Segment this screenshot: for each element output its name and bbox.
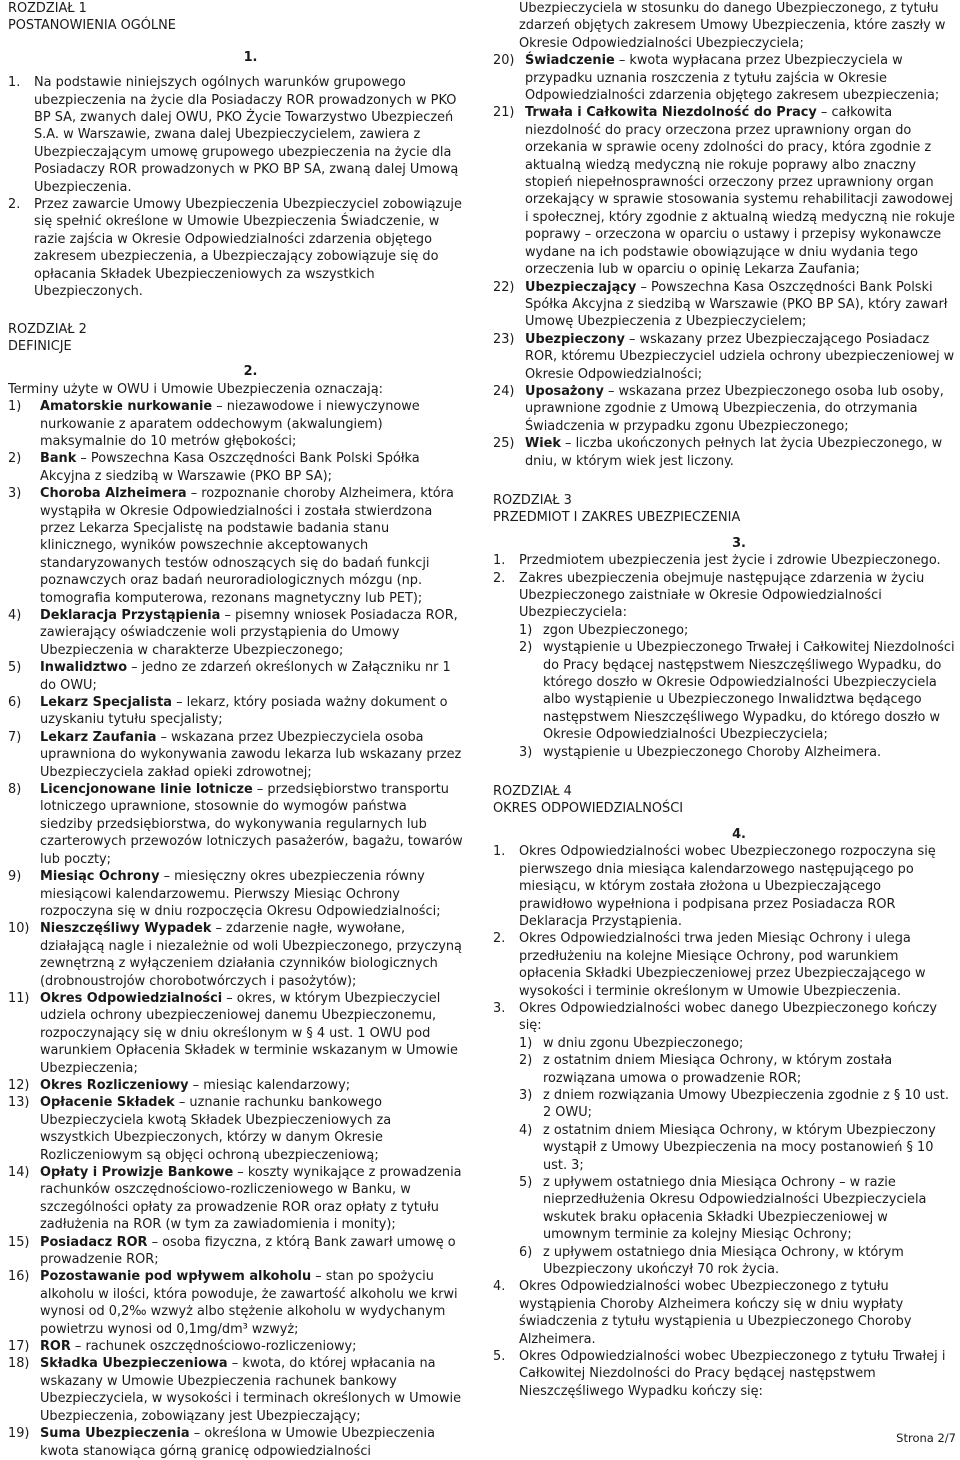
list-item	[519, 1035, 955, 1052]
definition-text: – Powszechna Kasa Oszczędności Bank Polski Spółka Akcyjna z siedzibą w Warszawie (PKO BP SA);	[40, 451, 420, 484]
definition-text: – określona w Umowie Ubezpieczenia kwota stanowiąca górną granicę odpowiedzialności	[40, 1426, 436, 1459]
definition-number: 13)	[8, 1095, 30, 1111]
definition-text: – osoba fizyczna, z którą Bank zawarł umowę o prowadzenie ROR;	[40, 1234, 456, 1268]
chapter-4-title: ROZDZIAŁ 4	[493, 784, 572, 800]
definition-number: 12)	[8, 1077, 30, 1093]
definition-term: Pozostawanie pod wpływem alkoholu	[40, 1269, 312, 1285]
definition-19-continuation: Ubezpieczyciela w stosunku do danego Ubezpieczonego, z tytułu zdarzeń objętych zakresem Umowy Ubezpieczenia, które zaszły w Okresie Odpowiedzialności Ubezpieczyciela;	[519, 1, 946, 51]
page-number: Strona 2/7	[896, 1430, 956, 1445]
definition-item	[493, 435, 955, 470]
list-item-number: 3)	[519, 744, 533, 760]
definition-term: Wiek	[525, 436, 561, 452]
definition-number: 8)	[8, 782, 22, 798]
definition-body	[40, 398, 463, 450]
definition-item	[8, 607, 463, 659]
definition-text: – jedno ze zdarzeń określonych w Załączniku nr 1 do OWU;	[40, 660, 451, 693]
definition-item	[8, 1077, 463, 1094]
definition-number: 15)	[8, 1234, 30, 1250]
definition-term: Deklaracja Przystąpienia	[40, 608, 221, 623]
definition-item	[8, 920, 463, 990]
definition-term: Suma Ubezpieczenia	[40, 1426, 190, 1442]
definition-term: Inwalidztwo	[40, 660, 128, 676]
definition-text: – okres, w którym Ubezpieczyciel udziela ochrony ubezpieczeniowej danemu Ubezpieczonemu, rozpoczynający się w dniu określonym w § 4 ust. 1 OWU pod warunkiem Opłacenia Składek w terminie wskazanym w Umowie Ubezpieczenia;	[40, 990, 458, 1076]
definitions-list	[8, 398, 463, 1460]
definition-number: 20)	[493, 53, 515, 69]
definition-number: 5)	[8, 660, 22, 676]
definition-body	[525, 104, 955, 278]
definition-number: 21)	[493, 105, 515, 121]
definition-text: – stan po spożyciu alkoholu w ilości, która powoduje, że zawartość alkoholu we krwi wynosi od 0,2‰ wzwyż albo stężenie alkoholu w wydychanym powietrzu wynosi od 0,1mg/dm³ wzwyż;	[40, 1269, 458, 1337]
definition-body	[40, 781, 463, 868]
definition-text: – wskazany przez Ubezpieczającego Posiadacz ROR, któremu Ubezpieczyciel udziela ochrony ubezpieczeniowej w Okresie Odpowiedzialności;	[525, 331, 955, 382]
definition-term: Uposażony	[525, 383, 604, 399]
definition-item	[8, 398, 463, 450]
chapter-2-subtitle: DEFINICJE	[8, 338, 72, 354]
point-text: Okres Odpowiedzialności wobec Ubezpieczonego z tytułu wystąpienia Choroby Alzheimera kończy się w dniu wypłaty świadczenia z tytułu wystąpienia u Ubezpieczonego Choroby Alzheimera.	[519, 1279, 912, 1347]
definition-term: Nieszczęśliwy Wypadek	[40, 921, 212, 937]
definition-body	[40, 607, 463, 659]
definition-body	[40, 485, 463, 607]
definition-item	[8, 1094, 463, 1164]
definition-item	[8, 450, 463, 485]
list-item-number: 4)	[519, 1122, 533, 1138]
list-item-number: 6)	[519, 1244, 533, 1260]
definition-term: Posiadacz ROR	[40, 1234, 148, 1250]
definition-number: 16)	[8, 1269, 30, 1285]
definition-term: Bank	[40, 451, 77, 467]
list-item-text: z upływem ostatniego dnia Miesiąca Ochrony – w razie nieprzedłużenia Okresu Odpowiedzialności Ubezpieczyciela wskutek braku opłacenia Składki Ubezpieczeniowej w umownym terminie za kolejny Miesiąc Ochrony;	[543, 1175, 927, 1243]
ch3-point-2	[493, 570, 955, 622]
definition-item	[8, 1425, 463, 1460]
definition-term: Opłacenie Składek	[40, 1095, 175, 1111]
definition-number: 2)	[8, 451, 22, 467]
definition-body	[40, 920, 463, 990]
definition-term: ROR	[40, 1339, 71, 1355]
chapter-3-subtitle: PRZEDMIOT I ZAKRES UBEZPIECZENIA	[493, 510, 741, 526]
definition-item	[8, 781, 463, 868]
point-number: 5.	[493, 1349, 506, 1365]
ch4-point-5	[493, 1348, 955, 1400]
ch4-point-4	[493, 1278, 955, 1348]
definition-term: Miesiąc Ochrony	[40, 869, 160, 885]
definition-term: Ubezpieczony	[525, 331, 625, 347]
paragraph-1-number: 1.	[243, 49, 258, 65]
chapter-1-title: ROZDZIAŁ 1	[8, 1, 87, 16]
list-item-text: w dniu zgonu Ubezpieczonego;	[543, 1035, 744, 1051]
definition-text: – liczba ukończonych pełnych lat życia Ubezpieczonego, w dniu, w którym wiek jest liczony.	[525, 436, 943, 469]
list-item	[519, 1122, 955, 1174]
definition-term: Trwała i Całkowita Niezdolność do Pracy	[525, 105, 817, 121]
definition-body	[525, 279, 955, 331]
list-item-number: 5)	[519, 1175, 533, 1190]
definition-body	[40, 694, 463, 729]
definition-number: 10)	[8, 921, 30, 937]
definition-text: – pisemny wniosek Posiadacza ROR, zawierający oświadczenie woli przystąpienia do Umowy Ubezpieczenia w charakterze Ubezpieczonego;	[40, 608, 458, 658]
definition-item	[493, 52, 955, 104]
definition-number: 24)	[493, 383, 515, 399]
list-item-text: z ostatnim dniem Miesiąca Ochrony, w którym Ubezpieczony wystąpił z Umowy Ubezpieczenia na mocy postanowień § 10 ust. 3;	[543, 1122, 936, 1173]
point-number: 1.	[8, 75, 21, 91]
ch1-point-2	[8, 196, 463, 300]
list-item-number: 3)	[519, 1087, 533, 1103]
point-number: 2.	[493, 931, 506, 947]
point-text: Okres Odpowiedzialności wobec Ubezpieczonego rozpoczyna się pierwszego dnia miesiąca kalendarzowego następującego po miesiącu, w którym została złożona u Ubezpieczającego prawidłowo wypełniona i podpisana przez Posiadacza ROR Deklaracja Przystąpienia.	[519, 844, 936, 929]
definition-number: 17)	[8, 1339, 30, 1355]
paragraph-2-number: 2.	[243, 364, 258, 380]
list-item	[519, 1087, 955, 1122]
definition-text: – przedsiębiorstwo transportu lotniczego uprawnione, stosownie do wymogów państwa siedziby przedsiębiorstwa, do wykonywania regularnych lub czarterowych przewozów lotniczych pasażerów, bagażu, towarów lub poczty;	[40, 782, 463, 867]
point-text: Okres Odpowiedzialności wobec danego Ubezpieczonego kończy się:	[519, 1000, 938, 1034]
definition-number: 23)	[493, 331, 515, 347]
definition-number: 6)	[8, 695, 22, 711]
point-text: Zakres ubezpieczenia obejmuje następujące zdarzenia w życiu Ubezpieczonego zaistniałe w Okresie Odpowiedzialności Ubezpieczyciela:	[519, 570, 925, 621]
list-item-number: 2)	[519, 1053, 533, 1069]
definition-body	[40, 1425, 463, 1460]
list-item-text: wystąpienie u Ubezpieczonego Choroby Alzheimera.	[543, 744, 882, 760]
definition-number: 3)	[8, 486, 22, 502]
definition-term: Składka Ubezpieczeniowa	[40, 1356, 228, 1372]
ch3-point-1	[493, 552, 955, 569]
definition-item	[8, 1338, 463, 1355]
definition-body	[40, 659, 463, 694]
definition-term: Ubezpieczający	[525, 279, 637, 295]
point-number: 1.	[493, 553, 506, 569]
definition-body	[40, 990, 463, 1077]
list-item	[519, 1052, 955, 1087]
definition-body	[40, 868, 463, 920]
definition-text: – miesiąc kalendarzowy;	[188, 1077, 351, 1093]
definition-text: – zdarzenie nagłe, wywołane, działającą nagle i niezależnie od woli Ubezpieczonego, przyczyną zewnętrzną z wyłączeniem działania czynników biologicznych (drobnoustrojów chorobotwórczych i pasożytów);	[40, 921, 462, 989]
definition-item	[8, 694, 463, 729]
list-item-number: 1)	[519, 622, 533, 638]
chapter-3-title: ROZDZIAŁ 3	[493, 492, 572, 508]
definition-body	[40, 450, 463, 485]
definition-term: Choroba Alzheimera	[40, 486, 187, 502]
definition-text: – kwota, do której wpłacania na wskazany w Umowie Ubezpieczenia rachunek bankowy Ubezpieczyciela, w wysokości i terminach określonych w Umowie Ubezpieczenia, zobowiązany jest Ubezpieczający;	[40, 1356, 462, 1424]
definition-body	[40, 1268, 463, 1338]
definition-term: Amatorskie nurkowanie	[40, 399, 213, 415]
definition-number: 25)	[493, 436, 515, 452]
point-text: Na podstawie niniejszych ogólnych warunków grupowego ubezpieczenia na życie dla Posiadaczy ROR prowadzonych w PKO BP SA, zwanych dalej OWU, PKO Życie Towarzystwo Ubezpieczeń S.A. w Warszawie, zwana dalej Ubezpieczycielem, zawiera z Ubezpieczającym umowę grupowego ubezpieczenia na życie dla Posiadaczy ROR prowadzonych w PKO BP SA, zwaną dalej Umową Ubezpieczenia.	[34, 75, 459, 195]
point-number: 3.	[493, 1000, 506, 1016]
definitions-list-continued	[493, 52, 955, 470]
left-column	[8, 0, 463, 1460]
list-item-text: zgon Ubezpieczonego;	[543, 622, 689, 638]
list-item	[519, 744, 955, 761]
definition-body	[40, 1077, 463, 1094]
definition-text: – rozpoznanie choroby Alzheimera, która wystąpiła w Okresie Odpowiedzialności i została stwierdzona przez Lekarza Specjalistę na podstawie badania stanu klinicznego, wyników powszechnie akceptowanych standaryzowanych testów odnoszących się do badań funkcji poznawczych oraz badań neuroradiologicznych mózgu (np. tomografia komputerowa, rezonans magnetyczny lub PET);	[40, 486, 454, 606]
definition-item	[493, 279, 955, 331]
definition-item	[8, 729, 463, 781]
definition-body	[40, 1164, 463, 1234]
list-item-number: 1)	[519, 1035, 533, 1051]
definition-body	[525, 331, 955, 383]
point-text: Okres Odpowiedzialności trwa jeden Miesiąc Ochrony i ulega przedłużeniu na kolejne Miesiące Ochrony, pod warunkiem opłacenia Składki Ubezpieczeniowej przez Ubezpieczającego w wysokości i terminie określonym w Umowie Ubezpieczenia.	[519, 931, 926, 999]
definition-text: – rachunek oszczędnościowo-rozliczeniowy;	[70, 1339, 357, 1355]
paragraph-3-number: 3.	[732, 535, 746, 551]
ch4-end-list	[493, 1035, 955, 1279]
definition-body	[40, 729, 463, 781]
definition-number: 22)	[493, 279, 515, 295]
point-text: Okres Odpowiedzialności wobec Ubezpieczonego z tytułu Trwałej i Całkowitej Niezdolności do Pracy będącej następstwem Nieszczęśliwego Wypadku kończy się:	[519, 1349, 946, 1399]
definition-number: 11)	[8, 990, 30, 1006]
list-item	[519, 1174, 955, 1244]
definition-item	[8, 659, 463, 694]
point-number: 1.	[493, 844, 506, 860]
definition-item	[493, 331, 955, 383]
definition-text: – wskazana przez Ubezpieczonego osoba lub osoby, uprawnione zgodnie z Umową Ubezpieczenia, do otrzymania Świadczenia w przypadku zgonu Ubezpieczonego;	[525, 383, 944, 434]
point-text: Przedmiotem ubezpieczenia jest życie i zdrowie Ubezpieczonego.	[519, 553, 941, 569]
definition-term: Lekarz Specjalista	[40, 695, 172, 711]
definition-term: Okres Odpowiedzialności	[40, 990, 223, 1006]
point-number: 4.	[493, 1279, 506, 1295]
definition-item	[493, 383, 955, 435]
definition-item	[493, 104, 955, 278]
definition-number: 1)	[8, 399, 22, 415]
definition-term: Licencjonowane linie lotnicze	[40, 782, 253, 798]
chapter-1-subtitle: POSTANOWIENIA OGÓLNE	[8, 18, 176, 34]
definition-number: 9)	[8, 869, 22, 885]
list-item	[519, 1244, 955, 1279]
definition-text: – kwota wypłacana przez Ubezpieczyciela w przypadku uznania roszczenia z tytułu zajścia w Okresie Odpowiedzialności zdarzenia objętego zakresem ubezpieczenia;	[525, 53, 940, 104]
definition-item	[8, 1268, 463, 1338]
list-item-number: 2)	[519, 640, 533, 656]
list-item-text: z upływem ostatniego dnia Miesiąca Ochrony, w którym Ubezpieczony ukończył 70 rok życia.	[543, 1244, 904, 1278]
right-column	[493, 0, 955, 1400]
definition-item	[8, 1355, 463, 1425]
definition-body	[40, 1355, 463, 1425]
definition-body	[40, 1234, 463, 1269]
definition-body	[40, 1338, 463, 1355]
definition-item	[8, 868, 463, 920]
definition-text: – całkowita niezdolność do pracy orzeczona przez uprawniony organ do orzekania w sprawie oceny zdolności do pracy, która zgodnie z aktualną wiedzą medyczną nie rokuje poprawy albo znaczny stopień niepełnosprawności orzeczony przez uprawniony organ orzekający w sprawie stosowania systemu rehabilitacji zawodowej i społecznej, który zgodnie z aktualną wiedzą medyczną nie rokuje poprawy – orzeczona w oparciu o ustawy i przepisy wykonawcze wydane na ich podstawie obowiązujące w dniu wydania tego orzeczenia lub w oparciu o opinię Lekarza Zaufania;	[525, 105, 955, 278]
definition-text: – uznanie rachunku bankowego Ubezpieczyciela kwotą Składek Ubezpieczeniowych za wszystkich Ubezpieczonych, którzy w danym Okresie Rozliczeniowym są objęci ochroną ubezpieczeniową;	[40, 1095, 392, 1163]
definition-term: Opłaty i Prowizje Bankowe	[40, 1165, 234, 1180]
list-item-text: wystąpienie u Ubezpieczonego Trwałej i Całkowitej Niezdolności do Pracy będącej następstwem Nieszczęśliwego Wypadku, do którego doszło w Okresie Odpowiedzialności Ubezpieczyciela albo wystąpienie u Ubezpieczonego Inwalidztwa będącego następstwem Nieszczęśliwego Wypadku, do którego doszło w Okresie Odpowiedzialności Ubezpieczyciela;	[543, 640, 955, 743]
list-item	[519, 622, 955, 639]
definition-number: 4)	[8, 608, 22, 623]
chapter-4-subtitle: OKRES ODPOWIEDZIALNOŚCI	[493, 801, 683, 817]
paragraph-4-number: 4.	[732, 826, 746, 842]
chapter-2-title: ROZDZIAŁ 2	[8, 321, 87, 337]
definition-text: – niezawodowe i niewyczynowe nurkowanie z aparatem oddechowym (akwalungiem) maksymalnie do 10 metrów głębokości;	[40, 399, 420, 449]
ch4-point-2	[493, 930, 955, 1000]
definition-number: 14)	[8, 1165, 30, 1180]
definition-term: Lekarz Zaufania	[40, 729, 157, 745]
definition-item	[8, 1164, 463, 1234]
ch3-scope-list	[493, 622, 955, 761]
definition-item	[8, 485, 463, 607]
definition-number: 7)	[8, 729, 22, 745]
point-number: 2.	[8, 197, 21, 213]
definition-term: Okres Rozliczeniowy	[40, 1077, 189, 1093]
definition-number: 18)	[8, 1356, 30, 1372]
definition-body	[525, 383, 955, 435]
definition-body	[525, 435, 955, 470]
list-item-text: z ostatnim dniem Miesiąca Ochrony, w którym została rozwiązana umowa o prowadzenie ROR;	[543, 1053, 893, 1086]
definitions-intro: Terminy użyte w OWU i Umowie Ubezpieczenia oznaczają:	[8, 381, 383, 397]
definition-item	[8, 990, 463, 1077]
definition-item	[8, 1234, 463, 1269]
definition-text: – lekarz, który posiada ważny dokument o uzyskaniu tytułu specjalisty;	[40, 695, 448, 728]
definition-body	[525, 52, 955, 104]
definition-text: – Powszechna Kasa Oszczędności Bank Polski Spółka Akcyjna z siedzibą w Warszawie (PKO BP SA), który zawarł Umowę Ubezpieczenia z Ubezpieczycielem;	[525, 279, 948, 330]
point-number: 2.	[493, 570, 506, 586]
ch4-point-3	[493, 1000, 955, 1035]
definition-text: – wskazana przez Ubezpieczyciela osoba uprawniona do wykonywania zawodu lekarza lub wskazany przez Ubezpieczyciela zakład opieki zdrowotnej;	[40, 729, 462, 780]
definition-body	[40, 1094, 463, 1164]
list-item-text: z dniem rozwiązania Umowy Ubezpieczenia zgodnie z § 10 ust. 2 OWU;	[543, 1087, 949, 1121]
ch1-point-1	[8, 74, 463, 196]
definition-text: – miesięczny okres ubezpieczenia równy miesiącowi kalendarzowemu. Pierwszy Miesiąc Ochrony rozpoczyna się w dniu rozpoczęcia Okresu Odpowiedzialności;	[40, 869, 441, 919]
ch4-point-1	[493, 843, 955, 930]
list-item	[519, 639, 955, 743]
definition-term: Świadczenie	[525, 53, 615, 69]
definition-text: – koszty wynikające z prowadzenia rachunków oszczędnościowo-rozliczeniowego w Banku, w szczególności opłaty za prowadzenie ROR oraz opłaty z tytułu zadłużenia na ROR (w tym za zawiadomienia i monity);	[40, 1165, 462, 1233]
point-text: Przez zawarcie Umowy Ubezpieczenia Ubezpieczyciel zobowiązuje się spełnić określone w Umowie Ubezpieczenia Świadczenie, w razie zajścia w Okresie Odpowiedzialności zdarzenia objętego zakresem ubezpieczenia, a Ubezpieczający zobowiązuje się do opłacania Składek Ubezpieczeniowych za wszystkich Ubezpieczonych.	[34, 197, 462, 300]
definition-number: 19)	[8, 1426, 30, 1442]
